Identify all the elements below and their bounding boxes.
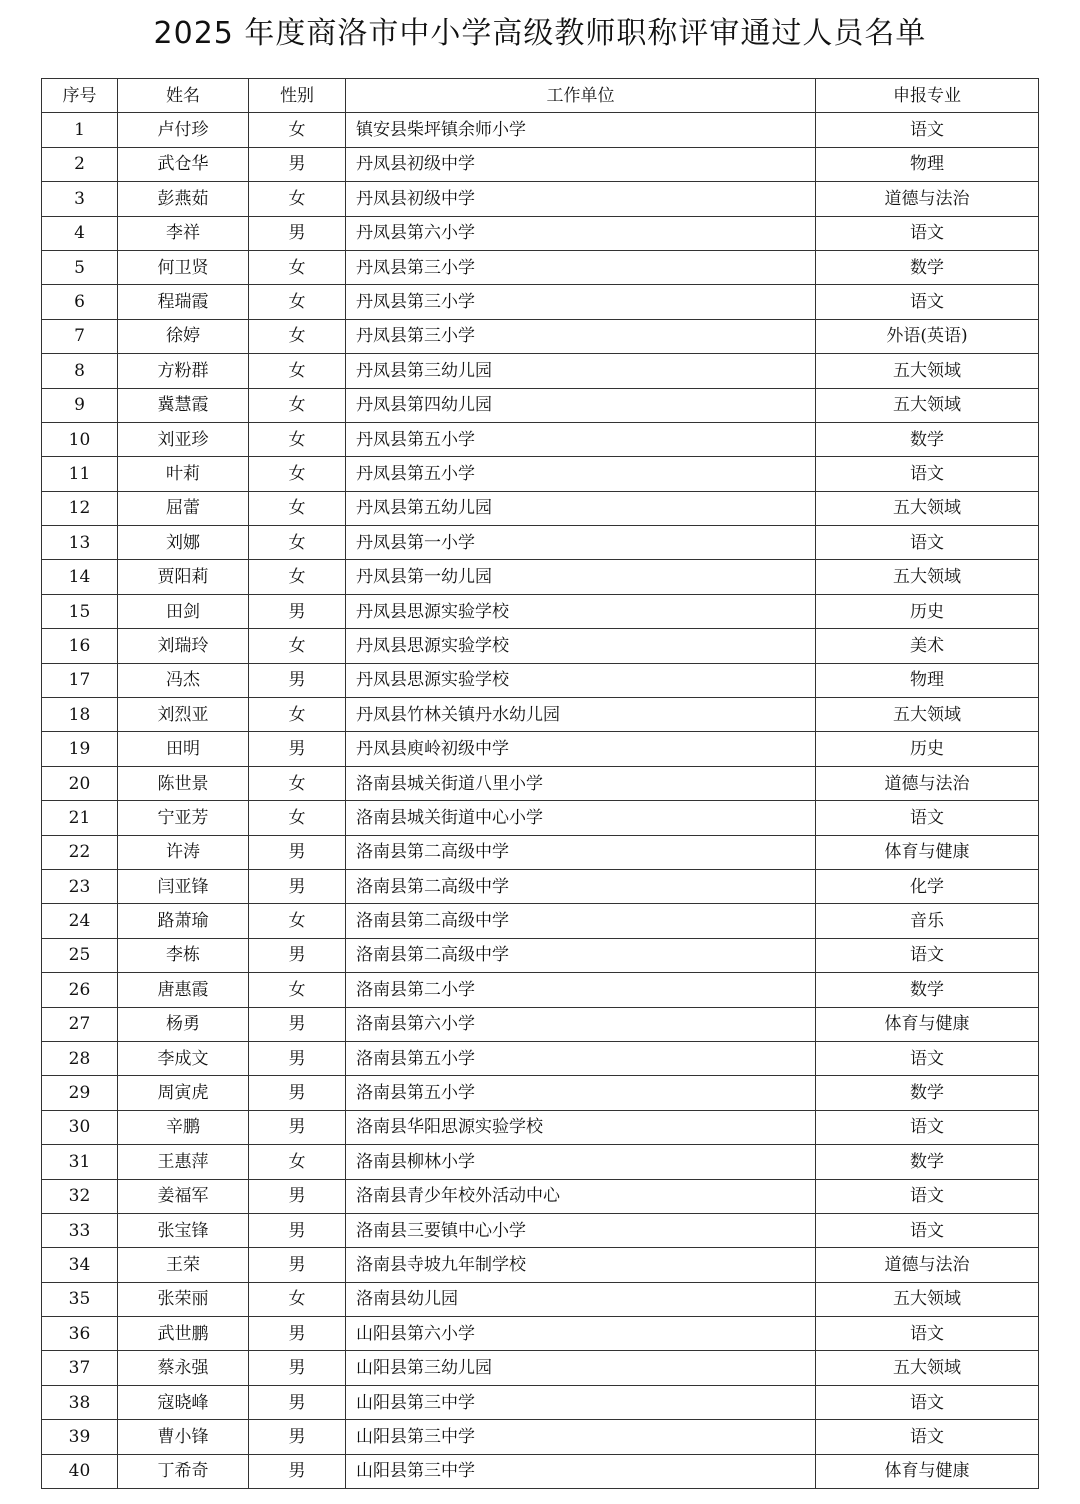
cell-specialty: 数学 — [816, 422, 1039, 456]
header-gender: 性别 — [249, 79, 346, 113]
cell-specialty: 道德与法治 — [816, 1248, 1039, 1282]
cell-index: 20 — [42, 766, 118, 800]
cell-name: 杨勇 — [118, 1007, 249, 1041]
table-row — [42, 491, 1039, 525]
cell-index: 13 — [42, 526, 118, 560]
cell-workplace: 山阳县第三中学 — [346, 1385, 816, 1419]
cell-workplace: 洛南县城关街道八里小学 — [346, 766, 816, 800]
cell-name: 辛鹏 — [118, 1110, 249, 1144]
cell-specialty: 体育与健康 — [816, 835, 1039, 869]
cell-name: 武仓华 — [118, 147, 249, 181]
cell-name: 蔡永强 — [118, 1351, 249, 1385]
table-row — [42, 698, 1039, 732]
cell-gender: 男 — [249, 216, 346, 250]
table-row — [42, 1454, 1039, 1488]
cell-index: 26 — [42, 973, 118, 1007]
table-row — [42, 629, 1039, 663]
table-row — [42, 869, 1039, 903]
cell-specialty: 语文 — [816, 1213, 1039, 1247]
cell-specialty: 五大领域 — [816, 1351, 1039, 1385]
table-row — [42, 1317, 1039, 1351]
table-row — [42, 801, 1039, 835]
cell-specialty: 语文 — [816, 1385, 1039, 1419]
cell-specialty: 语文 — [816, 1179, 1039, 1213]
cell-name: 王惠萍 — [118, 1145, 249, 1179]
cell-name: 李祥 — [118, 216, 249, 250]
cell-index: 32 — [42, 1179, 118, 1213]
table-body — [42, 113, 1039, 1489]
cell-name: 刘烈亚 — [118, 698, 249, 732]
cell-index: 21 — [42, 801, 118, 835]
table-row — [42, 1007, 1039, 1041]
cell-index: 7 — [42, 319, 118, 353]
cell-workplace: 山阳县第三中学 — [346, 1454, 816, 1488]
cell-gender: 男 — [249, 663, 346, 697]
cell-index: 27 — [42, 1007, 118, 1041]
cell-specialty: 物理 — [816, 147, 1039, 181]
cell-workplace: 丹凤县思源实验学校 — [346, 663, 816, 697]
cell-name: 何卫贤 — [118, 250, 249, 284]
cell-workplace: 镇安县柴坪镇余师小学 — [346, 113, 816, 147]
table-row — [42, 1385, 1039, 1419]
cell-specialty: 化学 — [816, 869, 1039, 903]
cell-specialty: 五大领域 — [816, 354, 1039, 388]
cell-workplace: 洛南县第二高级中学 — [346, 904, 816, 938]
cell-workplace: 丹凤县思源实验学校 — [346, 629, 816, 663]
cell-gender: 女 — [249, 422, 346, 456]
table-row — [42, 1145, 1039, 1179]
cell-index: 35 — [42, 1282, 118, 1316]
cell-workplace: 丹凤县第一幼儿园 — [346, 560, 816, 594]
cell-name: 刘娜 — [118, 526, 249, 560]
cell-index: 25 — [42, 938, 118, 972]
table-row — [42, 1420, 1039, 1454]
cell-index: 10 — [42, 422, 118, 456]
cell-index: 28 — [42, 1041, 118, 1075]
cell-index: 3 — [42, 182, 118, 216]
cell-specialty: 数学 — [816, 250, 1039, 284]
cell-gender: 男 — [249, 1454, 346, 1488]
cell-name: 刘瑞玲 — [118, 629, 249, 663]
cell-name: 程瑞霞 — [118, 285, 249, 319]
cell-workplace: 洛南县第二高级中学 — [346, 938, 816, 972]
cell-specialty: 语文 — [816, 526, 1039, 560]
cell-name: 王荣 — [118, 1248, 249, 1282]
cell-name: 张宝锋 — [118, 1213, 249, 1247]
cell-index: 17 — [42, 663, 118, 697]
cell-workplace: 山阳县第三中学 — [346, 1420, 816, 1454]
cell-gender: 男 — [249, 869, 346, 903]
cell-workplace: 丹凤县思源实验学校 — [346, 594, 816, 628]
cell-specialty: 体育与健康 — [816, 1454, 1039, 1488]
cell-index: 37 — [42, 1351, 118, 1385]
header-name: 姓名 — [118, 79, 249, 113]
cell-specialty: 体育与健康 — [816, 1007, 1039, 1041]
cell-specialty: 数学 — [816, 1145, 1039, 1179]
cell-index: 19 — [42, 732, 118, 766]
cell-gender: 女 — [249, 698, 346, 732]
cell-name: 刘亚珍 — [118, 422, 249, 456]
cell-gender: 女 — [249, 766, 346, 800]
cell-specialty: 五大领域 — [816, 1282, 1039, 1316]
cell-gender: 男 — [249, 1007, 346, 1041]
cell-name: 曹小锋 — [118, 1420, 249, 1454]
cell-name: 冯杰 — [118, 663, 249, 697]
cell-specialty: 外语(英语) — [816, 319, 1039, 353]
table-row — [42, 1282, 1039, 1316]
cell-specialty: 美术 — [816, 629, 1039, 663]
cell-workplace: 丹凤县初级中学 — [346, 147, 816, 181]
table-row — [42, 732, 1039, 766]
cell-index: 22 — [42, 835, 118, 869]
table-row — [42, 835, 1039, 869]
cell-index: 16 — [42, 629, 118, 663]
table-row — [42, 904, 1039, 938]
cell-workplace: 丹凤县竹林关镇丹水幼儿园 — [346, 698, 816, 732]
header-row — [42, 79, 1039, 113]
cell-workplace: 洛南县第二高级中学 — [346, 869, 816, 903]
roster-table — [41, 78, 1039, 1489]
cell-gender: 女 — [249, 629, 346, 663]
table-row — [42, 285, 1039, 319]
cell-specialty: 道德与法治 — [816, 766, 1039, 800]
cell-specialty: 数学 — [816, 973, 1039, 1007]
cell-gender: 女 — [249, 973, 346, 1007]
cell-specialty: 五大领域 — [816, 491, 1039, 525]
cell-specialty: 音乐 — [816, 904, 1039, 938]
table-row — [42, 388, 1039, 422]
cell-workplace: 丹凤县第五小学 — [346, 422, 816, 456]
cell-gender: 男 — [249, 835, 346, 869]
cell-workplace: 丹凤县初级中学 — [346, 182, 816, 216]
cell-specialty: 语文 — [816, 113, 1039, 147]
cell-gender: 男 — [249, 1076, 346, 1110]
cell-index: 40 — [42, 1454, 118, 1488]
cell-gender: 女 — [249, 526, 346, 560]
cell-specialty: 语文 — [816, 216, 1039, 250]
cell-gender: 女 — [249, 250, 346, 284]
cell-name: 贾阳莉 — [118, 560, 249, 594]
cell-gender: 女 — [249, 491, 346, 525]
cell-index: 12 — [42, 491, 118, 525]
cell-name: 宁亚芳 — [118, 801, 249, 835]
cell-workplace: 洛南县青少年校外活动中心 — [346, 1179, 816, 1213]
cell-name: 叶莉 — [118, 457, 249, 491]
cell-gender: 女 — [249, 801, 346, 835]
table-row — [42, 526, 1039, 560]
cell-gender: 女 — [249, 1145, 346, 1179]
cell-workplace: 山阳县第三幼儿园 — [346, 1351, 816, 1385]
table-row — [42, 113, 1039, 147]
cell-workplace: 洛南县第五小学 — [346, 1076, 816, 1110]
cell-gender: 男 — [249, 1110, 346, 1144]
table-row — [42, 766, 1039, 800]
cell-workplace: 丹凤县第五幼儿园 — [346, 491, 816, 525]
cell-gender: 女 — [249, 113, 346, 147]
cell-name: 丁希奇 — [118, 1454, 249, 1488]
cell-gender: 男 — [249, 1248, 346, 1282]
page-title: 2025 年度商洛市中小学高级教师职称评审通过人员名单 — [153, 16, 927, 51]
cell-name: 周寅虎 — [118, 1076, 249, 1110]
cell-gender: 女 — [249, 319, 346, 353]
cell-workplace: 洛南县幼儿园 — [346, 1282, 816, 1316]
table-row — [42, 250, 1039, 284]
cell-gender: 男 — [249, 938, 346, 972]
cell-gender: 男 — [249, 1317, 346, 1351]
table-row — [42, 938, 1039, 972]
cell-gender: 男 — [249, 1351, 346, 1385]
table-row — [42, 216, 1039, 250]
cell-index: 9 — [42, 388, 118, 422]
table-row — [42, 1076, 1039, 1110]
cell-gender: 男 — [249, 1420, 346, 1454]
cell-index: 30 — [42, 1110, 118, 1144]
cell-gender: 女 — [249, 354, 346, 388]
table-row — [42, 422, 1039, 456]
cell-workplace: 丹凤县第四幼儿园 — [346, 388, 816, 422]
cell-workplace: 洛南县城关街道中心小学 — [346, 801, 816, 835]
cell-index: 15 — [42, 594, 118, 628]
cell-index: 18 — [42, 698, 118, 732]
cell-index: 29 — [42, 1076, 118, 1110]
cell-specialty: 道德与法治 — [816, 182, 1039, 216]
table-row — [42, 1213, 1039, 1247]
cell-index: 31 — [42, 1145, 118, 1179]
cell-name: 李成文 — [118, 1041, 249, 1075]
cell-name: 屈蕾 — [118, 491, 249, 525]
cell-index: 34 — [42, 1248, 118, 1282]
cell-name: 张荣丽 — [118, 1282, 249, 1316]
cell-specialty: 五大领域 — [816, 388, 1039, 422]
cell-gender: 男 — [249, 147, 346, 181]
cell-gender: 女 — [249, 285, 346, 319]
cell-workplace: 洛南县第六小学 — [346, 1007, 816, 1041]
cell-index: 14 — [42, 560, 118, 594]
table-row — [42, 973, 1039, 1007]
cell-workplace: 洛南县华阳思源实验学校 — [346, 1110, 816, 1144]
cell-specialty: 语文 — [816, 1041, 1039, 1075]
table-row — [42, 1179, 1039, 1213]
header-specialty: 申报专业 — [816, 79, 1039, 113]
cell-gender: 男 — [249, 732, 346, 766]
cell-index: 5 — [42, 250, 118, 284]
cell-name: 田明 — [118, 732, 249, 766]
cell-index: 36 — [42, 1317, 118, 1351]
table-row — [42, 1248, 1039, 1282]
cell-index: 8 — [42, 354, 118, 388]
table-row — [42, 457, 1039, 491]
cell-workplace: 丹凤县第三小学 — [346, 285, 816, 319]
table-row — [42, 1110, 1039, 1144]
table-row — [42, 1041, 1039, 1075]
cell-gender: 男 — [249, 1385, 346, 1419]
cell-name: 闫亚锋 — [118, 869, 249, 903]
cell-name: 方粉群 — [118, 354, 249, 388]
cell-workplace: 丹凤县第五小学 — [346, 457, 816, 491]
cell-index: 39 — [42, 1420, 118, 1454]
cell-index: 33 — [42, 1213, 118, 1247]
cell-specialty: 语文 — [816, 285, 1039, 319]
cell-gender: 女 — [249, 457, 346, 491]
cell-workplace: 丹凤县庾岭初级中学 — [346, 732, 816, 766]
cell-index: 4 — [42, 216, 118, 250]
cell-index: 38 — [42, 1385, 118, 1419]
cell-workplace: 丹凤县第三小学 — [346, 250, 816, 284]
cell-gender: 女 — [249, 904, 346, 938]
cell-specialty: 语文 — [816, 801, 1039, 835]
cell-gender: 男 — [249, 1213, 346, 1247]
cell-index: 23 — [42, 869, 118, 903]
cell-specialty: 历史 — [816, 732, 1039, 766]
cell-workplace: 洛南县第二小学 — [346, 973, 816, 1007]
cell-name: 彭燕茹 — [118, 182, 249, 216]
cell-name: 许涛 — [118, 835, 249, 869]
cell-workplace: 丹凤县第三小学 — [346, 319, 816, 353]
cell-gender: 女 — [249, 560, 346, 594]
table-row — [42, 182, 1039, 216]
cell-gender: 女 — [249, 388, 346, 422]
cell-specialty: 语文 — [816, 1110, 1039, 1144]
cell-gender: 男 — [249, 1179, 346, 1213]
cell-name: 李栋 — [118, 938, 249, 972]
cell-name: 姜福军 — [118, 1179, 249, 1213]
header-index: 序号 — [42, 79, 118, 113]
cell-workplace: 丹凤县第六小学 — [346, 216, 816, 250]
cell-name: 徐婷 — [118, 319, 249, 353]
cell-specialty: 五大领域 — [816, 698, 1039, 732]
cell-specialty: 数学 — [816, 1076, 1039, 1110]
cell-workplace: 洛南县寺坡九年制学校 — [346, 1248, 816, 1282]
cell-specialty: 语文 — [816, 1420, 1039, 1454]
table-row — [42, 147, 1039, 181]
cell-gender: 女 — [249, 1282, 346, 1316]
table-header — [42, 79, 1039, 113]
cell-specialty: 历史 — [816, 594, 1039, 628]
table-row — [42, 663, 1039, 697]
cell-specialty: 语文 — [816, 938, 1039, 972]
cell-name: 陈世景 — [118, 766, 249, 800]
table-row — [42, 319, 1039, 353]
cell-workplace: 洛南县第五小学 — [346, 1041, 816, 1075]
cell-specialty: 语文 — [816, 457, 1039, 491]
header-workplace: 工作单位 — [346, 79, 816, 113]
cell-workplace: 洛南县第二高级中学 — [346, 835, 816, 869]
cell-index: 2 — [42, 147, 118, 181]
cell-workplace: 丹凤县第一小学 — [346, 526, 816, 560]
cell-workplace: 洛南县三要镇中心小学 — [346, 1213, 816, 1247]
table-row — [42, 594, 1039, 628]
cell-index: 24 — [42, 904, 118, 938]
cell-gender: 男 — [249, 594, 346, 628]
table-row — [42, 1351, 1039, 1385]
cell-index: 6 — [42, 285, 118, 319]
table-row — [42, 560, 1039, 594]
cell-gender: 女 — [249, 182, 346, 216]
cell-workplace: 丹凤县第三幼儿园 — [346, 354, 816, 388]
cell-specialty: 五大领域 — [816, 560, 1039, 594]
cell-specialty: 物理 — [816, 663, 1039, 697]
cell-name: 武世鹏 — [118, 1317, 249, 1351]
cell-name: 寇晓峰 — [118, 1385, 249, 1419]
cell-workplace: 山阳县第六小学 — [346, 1317, 816, 1351]
table-row — [42, 354, 1039, 388]
cell-specialty: 语文 — [816, 1317, 1039, 1351]
cell-name: 田剑 — [118, 594, 249, 628]
cell-name: 路萧瑜 — [118, 904, 249, 938]
cell-name: 唐惠霞 — [118, 973, 249, 1007]
cell-name: 冀慧霞 — [118, 388, 249, 422]
cell-index: 1 — [42, 113, 118, 147]
cell-name: 卢付珍 — [118, 113, 249, 147]
cell-index: 11 — [42, 457, 118, 491]
cell-workplace: 洛南县柳林小学 — [346, 1145, 816, 1179]
cell-gender: 男 — [249, 1041, 346, 1075]
